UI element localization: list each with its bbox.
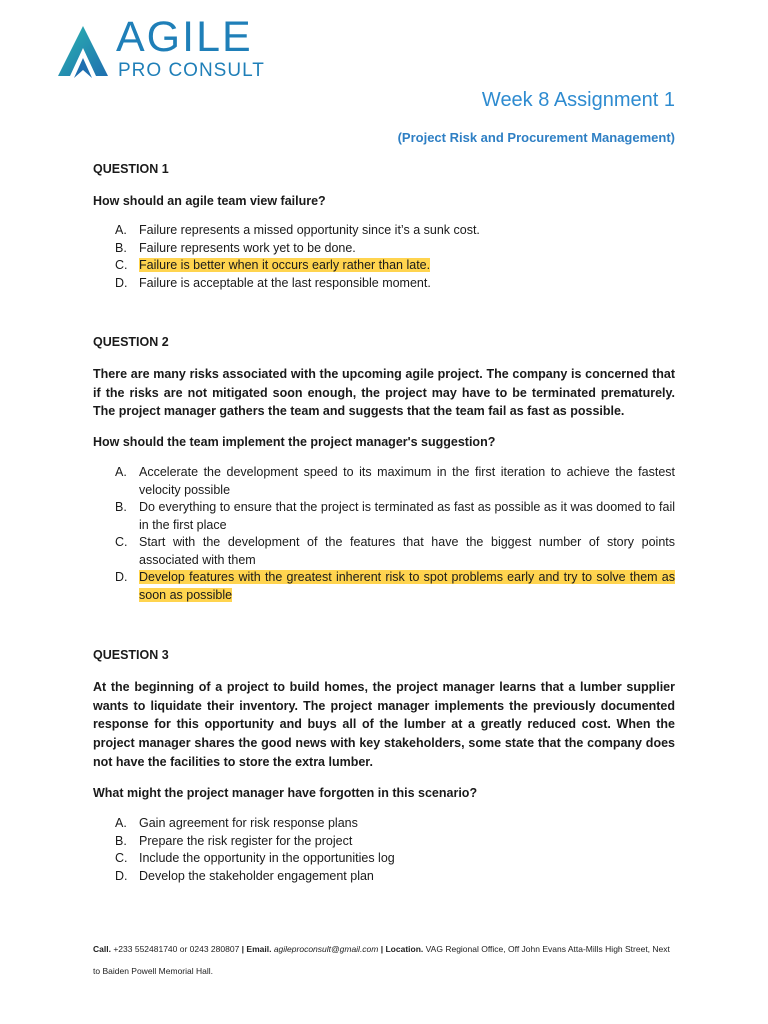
footer-email[interactable]: agileproconsult@gmail.com bbox=[273, 944, 379, 954]
option-item: D. Develop the stakeholder engagement plan bbox=[115, 868, 374, 883]
option-item-highlighted: D. Develop features with the greatest inherent risk to spot problems early and try to solve them as soon as possible bbox=[115, 570, 675, 602]
option-item: B. Failure represents work yet to be done. bbox=[115, 240, 356, 255]
question-1-prompt: How should an agile team view failure? bbox=[93, 194, 326, 208]
question-3-prompt: What might the project manager have forgotten in this scenario? bbox=[93, 786, 478, 800]
option-item: A. Accelerate the development speed to its maximum in the first iteration to achieve the fastest velocity possible bbox=[115, 465, 675, 497]
highlighted-answer: Failure is better when it occurs early rather than late. bbox=[139, 258, 431, 272]
footer-location: VAG Regional Office, Off John Evans Atta-Mills High Street, Next to Baiden Powell Memorial Hall. bbox=[93, 944, 670, 976]
question-3-scenario: At the beginning of a project to build homes, the project manager learns that a lumber supplier wants to liquidate their inventory. The project manager implements the previously documented response for this opportunity and buys all of the lumber at a greatly reduced cost. When the project manager shares the good news with key stakeholders, some state that the company does not have the facilities to store the extra lumber. bbox=[93, 680, 675, 769]
question-1-options bbox=[93, 222, 675, 292]
logo-mark-icon bbox=[56, 24, 110, 80]
question-3-options bbox=[93, 815, 675, 885]
option-item: A. Gain agreement for risk response plans bbox=[115, 816, 358, 830]
question-2-scenario: There are many risks associated with the upcoming agile project. The company is concerned that if the risks are not mitigated soon enough, the project may have to be terminated prematurely. The project manager gathers the team and suggests that the team fail as fast as possible. bbox=[93, 367, 675, 419]
document-subtitle: (Project Risk and Procurement Management) bbox=[397, 130, 675, 145]
footer-location-label: Location. bbox=[385, 944, 424, 954]
document-title: Week 8 Assignment 1 bbox=[481, 89, 675, 111]
option-item: D. Failure is acceptable at the last responsible moment. bbox=[115, 275, 431, 290]
option-item: C. Include the opportunity in the opportunities log bbox=[115, 851, 395, 865]
question-1-heading: QUESTION 1 bbox=[93, 162, 169, 176]
footer-call-label: Call. bbox=[93, 944, 111, 954]
footer-email-label: Email. bbox=[246, 944, 272, 954]
option-item: A. Failure represents a missed opportunity since it’s a sunk cost. bbox=[115, 223, 480, 237]
footer-phone: +233 552481740 or 0243 280807 bbox=[113, 944, 240, 954]
option-item: C. Start with the development of the features that have the biggest number of story points associated with them bbox=[115, 535, 675, 567]
logo-wordmark: AGILE bbox=[116, 13, 253, 61]
page-footer: Call. +233 552481740 or 0243 280807 | Email. agileproconsult@gmail.com | Location. VAG Regional Office, Off John Evans Atta-Mills High Street, Next to Baiden Powell Memorial Hall. bbox=[93, 944, 670, 976]
highlighted-answer: Develop features with the greatest inherent risk to spot problems early and try to solve them as soon as possible bbox=[139, 570, 675, 602]
question-2-options bbox=[93, 464, 675, 604]
question-3-heading: QUESTION 3 bbox=[93, 648, 169, 662]
option-item-highlighted: C. Failure is better when it occurs early rather than late. bbox=[115, 258, 431, 272]
company-logo bbox=[56, 13, 296, 86]
logo-tagline: PRO CONSULT bbox=[118, 60, 265, 81]
option-item: B. Do everything to ensure that the project is terminated as fast as possible as it was doomed to fail in the first place bbox=[115, 500, 675, 532]
question-2-prompt: How should the team implement the project manager's suggestion? bbox=[93, 435, 496, 449]
question-2-heading: QUESTION 2 bbox=[93, 335, 169, 349]
option-item: B. Prepare the risk register for the project bbox=[115, 833, 353, 848]
